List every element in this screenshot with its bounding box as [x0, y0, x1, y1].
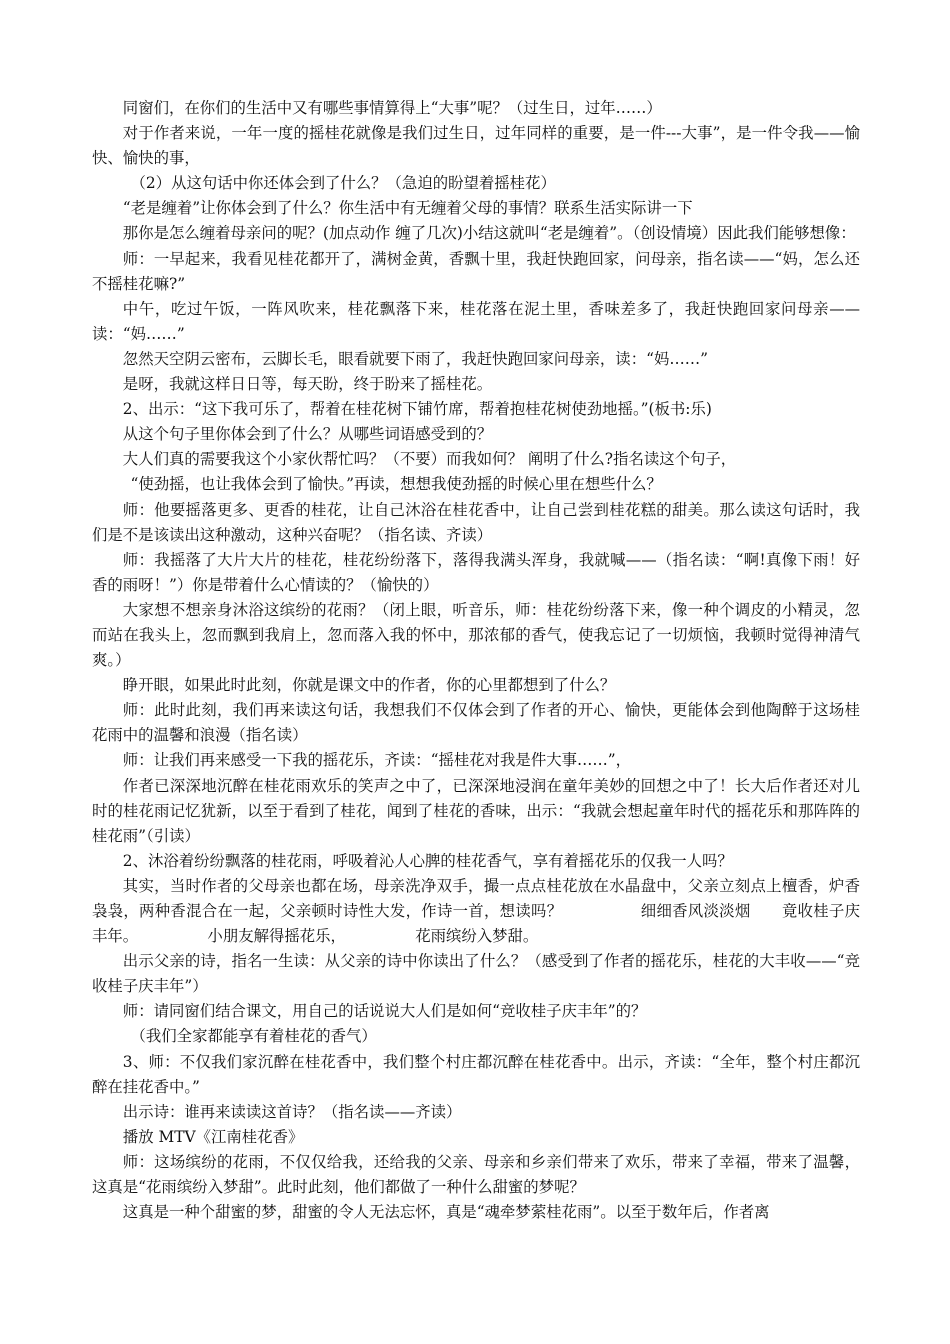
paragraph: 2、沐浴着纷纷飘落的桂花雨，呼吸着沁人心脾的桂花香气，享有着摇花乐的仅我一人吗？ — [122, 851, 733, 870]
paragraph: 3、师：不仅我们家沉醉在桂花香中，我们整个村庄都沉醉在桂花香中。出示，齐读：“全年，整个村庄都沉醉在挂花香中。” — [92, 1052, 860, 1096]
paragraph: 同窗们，在你们的生活中又有哪些事情算得上“大事”呢？（过生日，过年……） — [122, 99, 662, 117]
paragraph: （我们全家都能享有着桂花的香气） — [130, 1027, 377, 1046]
paragraph: 师：让我们再来感受一下我的摇花乐，齐读：“摇桂花对我是件大事……”， — [122, 751, 632, 770]
paragraph: 出示父亲的诗，指名一生读：从父亲的诗中你读出了什么？（感受到了作者的摇花乐，桂花的大丰收——“竞收桂子庆丰年”） — [92, 952, 860, 996]
paragraph: 那你是怎么缠着母亲问的呢？(加点动作 缠了几次)小结这就叫“老是缠着”。（创设情境）因此我们能够想像： — [122, 224, 856, 243]
paragraph: 是呀，我就这样日日等，每天盼，终于盼来了摇桂花。 — [122, 375, 493, 394]
paragraph: 师：这场缤纷的花雨，不仅仅给我，还给我的父亲、母亲和乡亲们带来了欢乐，带来了幸福，带来了温馨，这真是“花雨缤纷入梦甜”。此时此刻，他们都做了一种什么甜蜜的梦呢？ — [92, 1152, 860, 1197]
paragraph: “使劲摇，也让我体会到了愉快。”再读，想想我使劲摇的时候心里在想些什么？ — [130, 475, 662, 494]
document-page — [92, 96, 860, 1225]
paragraph: 其实，当时作者的父母亲也都在场，母亲洗净双手，撮一点点桂花放在水晶盘中，父亲立刻点上檀香，炉香袅袅，两种香混合在一起，父亲顿时诗性大发，作诗一首，想读吗？ 细细香风淡淡烟 竟收桂子庆丰年。 小朋友解得摇花乐， 花雨缤纷入梦甜。 — [92, 876, 860, 946]
paragraph: 从这个句子里你体会到了什么？从哪些词语感受到的？ — [122, 425, 493, 444]
paragraph: 睁开眼，如果此时此刻，你就是课文中的作者，你的心里都想到了什么？ — [122, 676, 616, 695]
paragraph: 作者已深深地沉醉在桂花雨欢乐的笑声之中了，已深深地浸润在童年美妙的回想之中了！长大后作者还对儿时的桂花雨记忆犹新，以至于看到了桂花，闻到了桂花的香味，出示：“我就会想起童年时代的摇花乐和那阵阵的桂花雨”（引读） — [92, 776, 860, 845]
paragraph: 这真是一种个甜蜜的梦，甜蜜的令人无法忘怀，真是“魂牵梦萦桂花雨”。以至于数年后，作者离 — [122, 1203, 770, 1222]
paragraph: 大人们真的需要我这个小家伙帮忙吗？（不要）而我如何？ 阐明了什么?指名读这个句子， — [122, 450, 737, 469]
paragraph: 师：我摇落了大片大片的桂花，桂花纷纷落下，落得我满头浑身，我就喊——（指名读：“啊!真像下雨！好香的雨呀！”）你是带着什么心情读的？（愉快的） — [92, 550, 860, 594]
paragraph: 师：此时此刻，我们再来读这句话，我想我们不仅体会到了作者的开心、愉快，更能体会到他陶醉于这场桂花雨中的温馨和浪漫（指名读） — [92, 701, 860, 745]
paragraph: 大家想不想亲身沐浴这缤纷的花雨？（闭上眼，听音乐，师：桂花纷纷落下来，像一种个调皮的小精灵，忽而站在我头上，忽而飘到我肩上，忽而落入我的怀中，那浓郁的香气，使我忘记了一切烦恼，我顿时觉得神清气爽。） — [92, 600, 860, 670]
paragraph: 师：一早起来，我看见桂花都开了，满树金黄，香飘十里，我赶快跑回家，问母亲，指名读——“妈，怎么还不摇桂花嘛?” — [92, 249, 860, 293]
paragraph: 师：他要摇落更多、更香的桂花，让自己沐浴在桂花香中，让自己尝到桂花糕的甜美。那么读这句话时，我们是不是该读出这种激动，这种兴奋呢？（指名读、齐读） — [92, 500, 860, 544]
paragraph: 2、出示：“这下我可乐了，帮着在桂花树下铺竹席，帮着抱桂花树使劲地摇。”(板书:乐) — [122, 400, 712, 419]
paragraph: 对于作者来说，一年一度的摇桂花就像是我们过生日，过年同样的重要，是一件---大事”，是一件令我——愉快、愉快的事， — [92, 124, 860, 168]
paragraph: 忽然天空阴云密布，云脚长毛，眼看就要下雨了，我赶快跑回家问母亲，读：“妈……” — [122, 349, 708, 368]
paragraph: 师：请同窗们结合课文，用自己的话说说大人们是如何“竞收桂子庆丰年”的？ — [122, 1002, 647, 1021]
paragraph: 播放 MTV《江南桂花香》 — [122, 1127, 304, 1146]
paragraph: 中午，吃过午饭，一阵风吹来，桂花飘落下来，桂花落在泥土里，香味差多了，我赶快跑回家问母亲——读：“妈……” — [92, 299, 860, 343]
paragraph: （2）从这句话中你还体会到了什么？（急迫的盼望着摇桂花） — [130, 174, 556, 193]
paragraph: “老是缠着”让你体会到了什么？你生活中有无缠着父母的事情？联系生活实际讲一下 — [122, 199, 693, 218]
paragraph: 出示诗：谁再来读读这首诗？（指名读——齐读） — [122, 1102, 462, 1121]
